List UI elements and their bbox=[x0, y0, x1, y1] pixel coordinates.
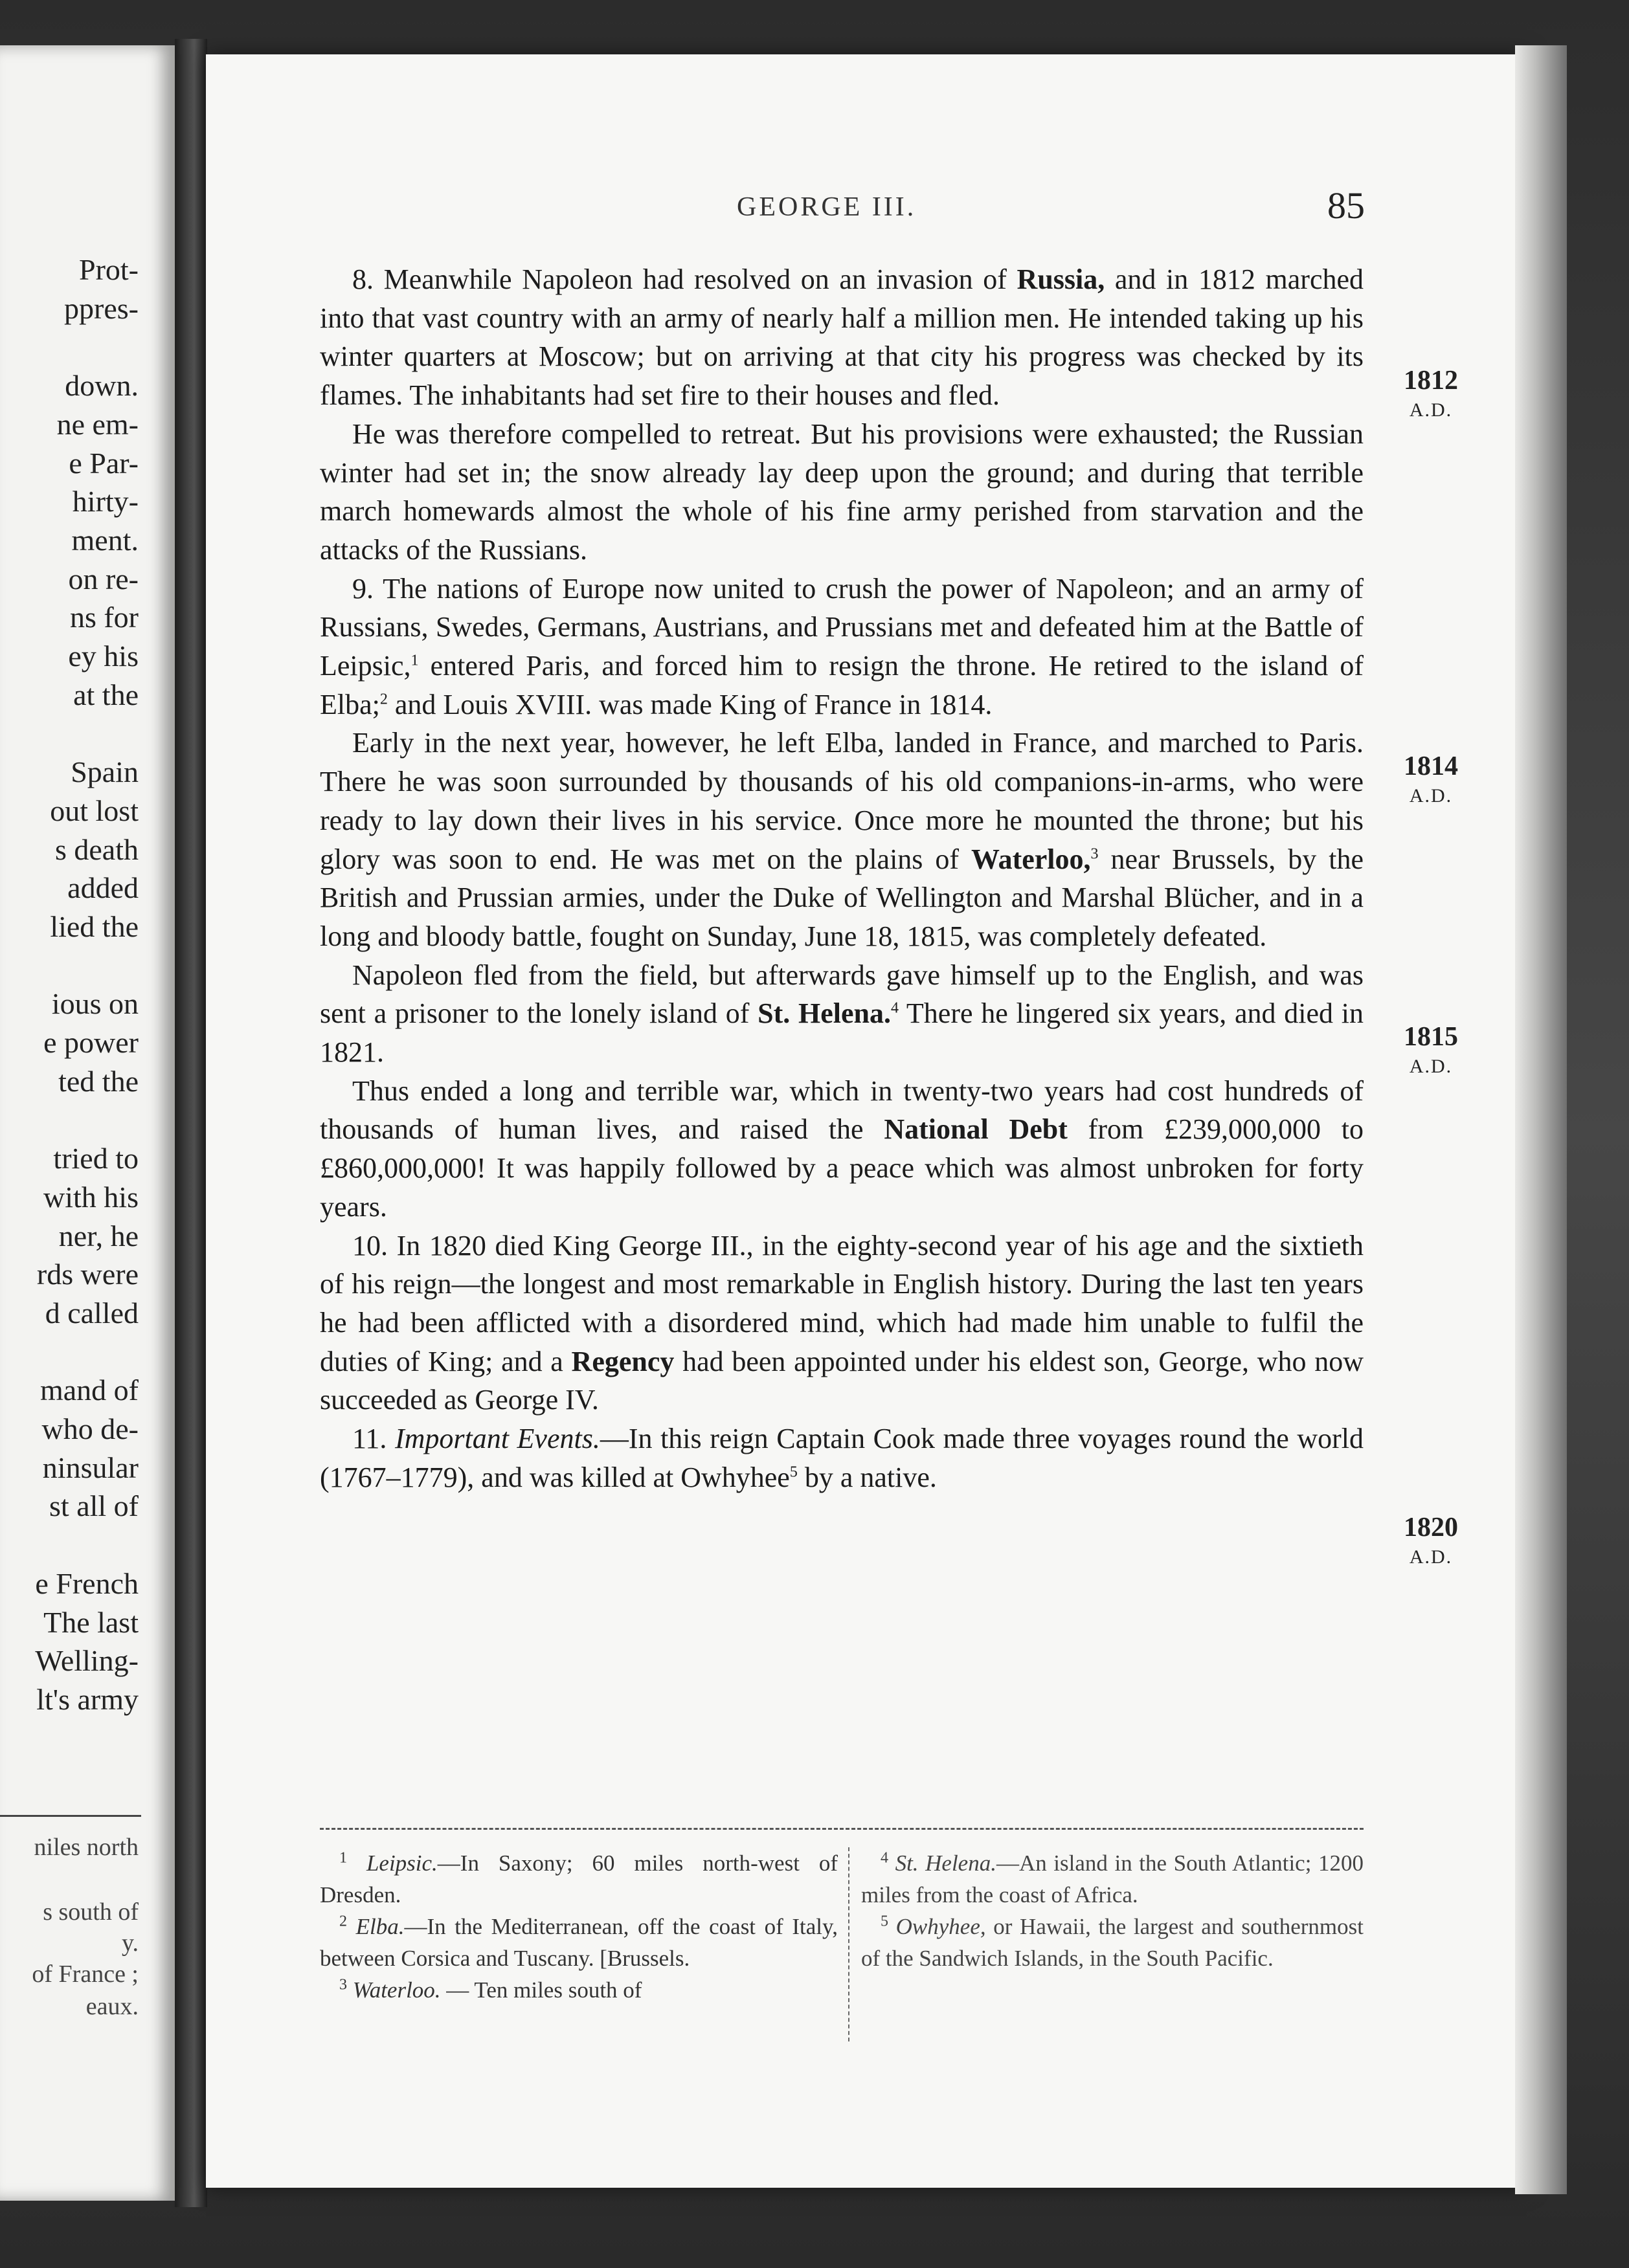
margin-date-year: 1815 bbox=[1404, 1022, 1458, 1052]
margin-date-1820 bbox=[1392, 1511, 1470, 1570]
text-run: and Louis XVIII. was made King of France in 1814. bbox=[387, 688, 993, 720]
left-page-footnote-fragment: y. bbox=[121, 1929, 139, 1957]
left-page-line-fragment: at the bbox=[73, 678, 139, 711]
footnote-number: 1 bbox=[339, 1849, 347, 1867]
text-run: and in 1812 marched into that vast country with an army of nearly half a million men. He intended taking up his winter quarters at Moscow; but on arriving at that city his progress was checked by its flames. The inhabitants had set fire to their houses and fled. bbox=[320, 263, 1364, 412]
left-page-line-fragment: ner, he bbox=[58, 1219, 139, 1252]
footnote-number: 5 bbox=[881, 1913, 888, 1930]
left-facing-page bbox=[0, 45, 175, 2201]
paragraph bbox=[320, 415, 1364, 570]
body-text bbox=[320, 260, 1364, 1497]
left-page-line-fragment: d called bbox=[45, 1296, 139, 1329]
text-run: National Debt bbox=[884, 1113, 1068, 1146]
margin-date-1814 bbox=[1392, 750, 1470, 809]
page-edge-stack bbox=[1515, 45, 1567, 2194]
left-page-line-fragment: added bbox=[67, 871, 139, 905]
left-page-line-fragment: Spain bbox=[71, 755, 139, 789]
left-page-line-fragment: ment. bbox=[71, 523, 139, 557]
left-footnote-rule bbox=[0, 1815, 141, 1817]
text-run: had been appointed under his eldest son, George, who now succeeded as George IV. bbox=[320, 1345, 1364, 1416]
left-page-line-fragment: ninsular bbox=[42, 1451, 139, 1484]
left-page-line-fragment: st all of bbox=[49, 1489, 139, 1523]
left-page-line-fragment: Prot- bbox=[79, 253, 139, 286]
margin-date-year: 1814 bbox=[1404, 751, 1458, 781]
page-number: 85 bbox=[1327, 184, 1365, 227]
footnote-term: St. Helena. bbox=[895, 1851, 996, 1876]
footnote-marker: 5 bbox=[789, 1463, 798, 1481]
left-page-line-fragment: The last bbox=[43, 1605, 139, 1639]
text-run: Thus ended a long and terrible war, which in twenty-two years had cost hundreds of thousands of human lives, and raised the bbox=[320, 1074, 1364, 1146]
text-run: Early in the next year, however, he left Elba, landed in France, and marched to Paris. There he was soon surrounded by thousands of his old companions-in-arms, who were ready to lay down their lives in his service. Once more he mounted the throne; but his glory was soon to end. He was met on the plains of bbox=[320, 727, 1364, 875]
text-run: entered Paris, and forced him to resign the throne. He retired to the island of Elba; bbox=[320, 650, 1364, 720]
main-page bbox=[206, 54, 1527, 2188]
text-run: Napoleon fled from the field, but afterwards gave himself up to the English, and was sent a prisoner to the lonely island of bbox=[320, 959, 1364, 1030]
left-page-line-fragment: ious on bbox=[51, 987, 139, 1021]
left-page-line-fragment: e French bbox=[35, 1566, 139, 1600]
margin-date-year: 1812 bbox=[1404, 366, 1458, 395]
footnote bbox=[320, 1974, 838, 2006]
margin-date-1815 bbox=[1392, 1020, 1470, 1080]
left-page-line-fragment: hirty- bbox=[72, 485, 139, 518]
left-page-line-fragment: mand of bbox=[39, 1373, 139, 1407]
text-run: There he lingered six years, and died in 1821. bbox=[320, 997, 1364, 1069]
footnotes-left-column bbox=[320, 1847, 838, 2006]
left-page-line-fragment: down. bbox=[65, 369, 139, 403]
left-page-footnote-fragment: niles north bbox=[34, 1834, 139, 1861]
margin-date-era: A.D. bbox=[1409, 1056, 1453, 1077]
footnote bbox=[320, 1847, 838, 1911]
left-page-footnote-fragment: of France ; bbox=[32, 1961, 139, 1988]
footnote-text: — Ten miles south of bbox=[440, 1977, 642, 2003]
text-run: Important Events. bbox=[394, 1423, 600, 1455]
book-gutter bbox=[175, 39, 207, 2207]
margin-date-era: A.D. bbox=[1409, 1546, 1453, 1568]
page-header bbox=[206, 184, 1527, 249]
footnotes-right-column bbox=[861, 1847, 1364, 1974]
footnote-text: —In Saxony; 60 miles north-west of Dresden. bbox=[320, 1851, 838, 1907]
left-page-line-fragment: ne em- bbox=[56, 407, 139, 441]
paragraph bbox=[320, 1072, 1364, 1227]
left-page-line-fragment: e power bbox=[43, 1026, 139, 1059]
footnote-rule bbox=[320, 1828, 1364, 1830]
paragraph bbox=[320, 570, 1364, 724]
paragraph bbox=[320, 260, 1364, 415]
left-page-line-fragment: Welling- bbox=[35, 1644, 139, 1678]
running-head: GEORGE III. bbox=[737, 192, 917, 222]
text-run: Regency bbox=[571, 1345, 675, 1377]
left-page-line-fragment: who de- bbox=[41, 1412, 139, 1445]
margin-date-1812 bbox=[1392, 364, 1470, 423]
left-page-line-fragment: lt's army bbox=[36, 1682, 139, 1716]
text-run: Russia, bbox=[1017, 263, 1105, 295]
footnote-term: Owhyhee, bbox=[895, 1914, 986, 1939]
left-page-line-fragment: on re- bbox=[68, 562, 139, 595]
text-run: by a native. bbox=[797, 1461, 937, 1493]
left-page-line-fragment: tried to bbox=[53, 1142, 139, 1175]
footnote-marker: 4 bbox=[890, 999, 899, 1017]
left-page-line-fragment: ns for bbox=[69, 601, 139, 634]
text-run: 9. The nations of Europe now united to crush the power of Napoleon; and an army of Russians, Swedes, Germans, Austrians, and Prussians met and defeated him at the Battle of Leipsic, bbox=[320, 572, 1364, 682]
text-run: 10. In 1820 died King George III., in the eighty-second year of his age and the sixtieth of his reign—the longest and most remarkable in English history. During the last ten years he had been afflicted with a disordered mind, which had made him unable to fulfil the duties of King; and a bbox=[320, 1229, 1364, 1377]
footnote-column-divider bbox=[848, 1847, 849, 2041]
footnote bbox=[861, 1847, 1364, 1911]
text-run: 8. Meanwhile Napoleon had resolved on an invasion of bbox=[352, 263, 1017, 295]
footnote-term: Leipsic. bbox=[366, 1851, 438, 1876]
footnote-term: Elba. bbox=[355, 1914, 405, 1939]
paragraph bbox=[320, 724, 1364, 955]
left-page-line-fragment: with his bbox=[43, 1180, 139, 1214]
footnote-text: or Hawaii, the largest and southernmost of the Sandwich Islands, in the South Pacific. bbox=[861, 1914, 1364, 1971]
paragraph bbox=[320, 1227, 1364, 1420]
text-run: 11. bbox=[352, 1423, 395, 1455]
paragraph bbox=[320, 956, 1364, 1072]
left-page-line-fragment: lied the bbox=[50, 909, 139, 943]
footnote-marker: 2 bbox=[379, 691, 388, 708]
text-run: from £239,000,000 to £860,000,000! It was happily followed by a peace which was almost unbroken for forty years. bbox=[320, 1113, 1364, 1223]
margin-date-era: A.D. bbox=[1409, 785, 1453, 806]
text-run: Waterloo, bbox=[971, 843, 1091, 875]
left-page-footnote-fragment: s south of bbox=[43, 1898, 139, 1926]
margin-date-year: 1820 bbox=[1404, 1513, 1458, 1542]
footnote bbox=[320, 1911, 838, 1974]
left-page-line-fragment: out lost bbox=[50, 794, 139, 827]
footnote-marker: 1 bbox=[410, 652, 419, 669]
footnote-marker: 3 bbox=[1090, 845, 1099, 862]
footnote-term: Waterloo. bbox=[352, 1977, 441, 2003]
text-run: —In this reign Captain Cook made three voyages round the world (1767–1779), and was killed at Owhyhee bbox=[320, 1423, 1364, 1493]
left-page-footnote-fragment: eaux. bbox=[85, 1993, 139, 2020]
footnote bbox=[861, 1911, 1364, 1974]
text-run: He was therefore compelled to retreat. But his provisions were exhausted; the Russian winter had set in; the snow already lay deep upon the ground; and during that terrible march homewards almost the whole of his fine army perished from starvation and the attacks of the Russians. bbox=[320, 417, 1364, 566]
left-page-line-fragment: ppres- bbox=[64, 291, 139, 325]
left-page-line-fragment: s death bbox=[54, 832, 139, 866]
left-page-line-fragment: rds were bbox=[36, 1258, 139, 1291]
text-run: near Brussels, by the British and Prussian armies, under the Duke of Wellington and Marshal Blücher, and in a long and bloody battle, fought on Sunday, June 18, 1815, was completely defeated. bbox=[320, 843, 1364, 952]
footnote-text: —In the Mediterranean, off the coast of Italy, between Corsica and Tuscany. [Brussels. bbox=[320, 1914, 838, 1971]
footnote-text: —An island in the South Atlantic; 1200 miles from the coast of Africa. bbox=[861, 1851, 1364, 1907]
footnote-number: 2 bbox=[339, 1913, 347, 1930]
text-run: St. Helena. bbox=[758, 997, 891, 1030]
left-page-line-fragment: ey his bbox=[68, 639, 139, 673]
footnote-number: 3 bbox=[339, 1976, 347, 1994]
left-page-line-fragment: ted the bbox=[58, 1064, 139, 1098]
paragraph bbox=[320, 1419, 1364, 1496]
footnote-number: 4 bbox=[881, 1849, 888, 1867]
left-page-line-fragment: e Par- bbox=[69, 446, 139, 480]
margin-date-era: A.D. bbox=[1409, 399, 1453, 421]
